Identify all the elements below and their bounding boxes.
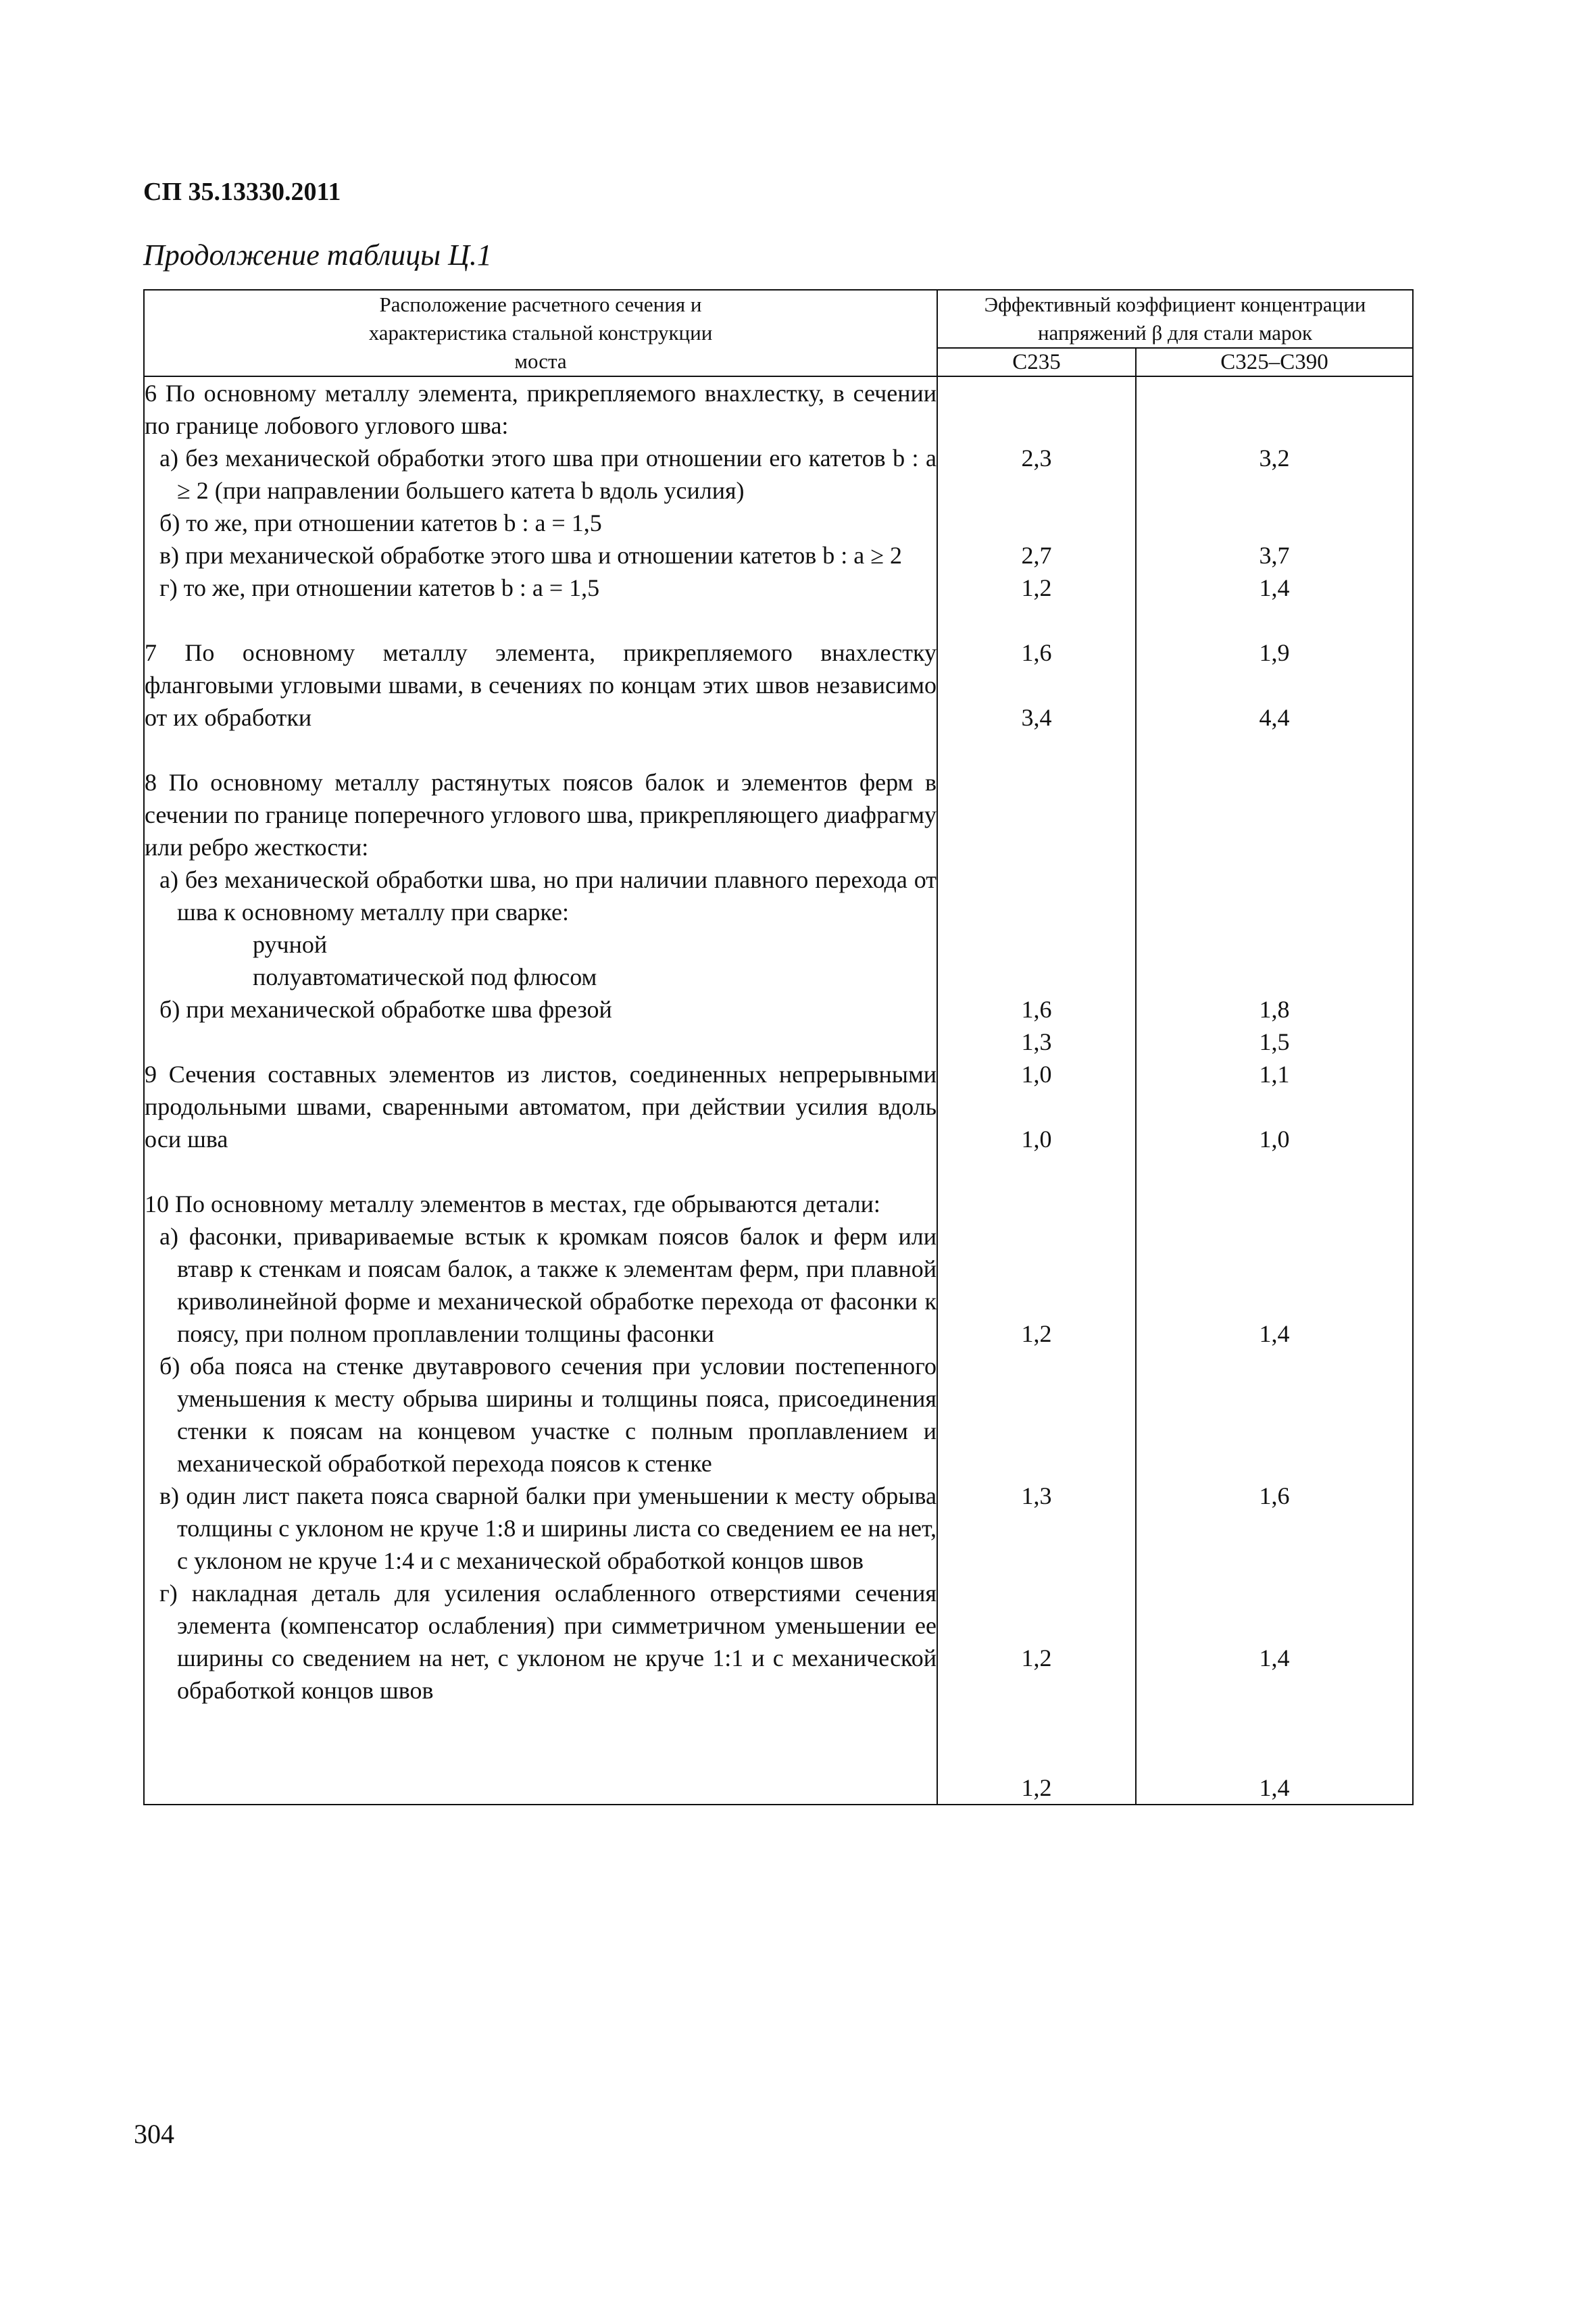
section-9-title: 9 Сечения составных элементов из листов, соединенных непрерывными продольными швами, сваренными автоматом, при действии усилия вдоль оси шва	[145, 1061, 937, 1153]
values-column-c325-c390	[1136, 376, 1413, 1805]
value-6d-c235: 1,6	[1021, 639, 1052, 666]
section-6-item-b: б) то же, при отношении катетов b : a = 1,5	[159, 509, 602, 536]
section-6-item-a: а) без механической обработки этого шва при отношении его катетов b : a ≥ 2 (при направлении большего катета b вдоль усилия)	[159, 445, 937, 504]
section-6-item-c: в) при механической обработке этого шва и отношении катетов b : a ≥ 2	[159, 542, 902, 569]
value-6b-c235: 2,7	[1021, 542, 1052, 569]
value-10b-c325: 1,6	[1259, 1482, 1290, 1509]
section-10-item-b: б) оба пояса на стенке двутаврового сечения при условии постепенного уменьшения к месту обрыва ширины и толщины пояса, присоединения стенки к поясам на концевом участке с полным проплавлением и механической обработкой перехода поясов к стенке	[159, 1353, 937, 1477]
document-code: СП 35.13330.2011	[143, 178, 341, 206]
header-beta-text: Эффективный коэффициент концентрации напряжений β для стали марок	[984, 293, 1366, 345]
header-beta	[937, 290, 1413, 348]
value-8a1-c235: 1,6	[1021, 996, 1052, 1023]
value-6a-c325: 3,2	[1259, 445, 1290, 472]
section-8-item-a1: ручной	[253, 931, 328, 958]
section-8-item-a: а) без механической обработки шва, но при наличии плавного перехода от шва к основному металлу при сварке:	[159, 866, 937, 926]
value-8a1-c325: 1,8	[1259, 996, 1290, 1023]
table-body-row	[144, 376, 1413, 1805]
value-10b-c235: 1,3	[1021, 1482, 1052, 1509]
header-grade-c235: С235	[937, 348, 1136, 376]
value-10d-c235: 1,2	[1021, 1774, 1052, 1801]
section-6-item-d: г) то же, при отношении катетов b : a = 1,5	[159, 574, 600, 601]
value-6b-c325: 3,7	[1259, 542, 1290, 569]
section-8-item-b: б) при механической обработке шва фрезой	[159, 996, 612, 1023]
values-column-c235	[937, 376, 1136, 1805]
description-column	[144, 376, 937, 1805]
value-6c-c325: 1,4	[1259, 574, 1290, 601]
header-description-text: Расположение расчетного сечения и характеристика стальной конструкции моста	[368, 293, 713, 373]
value-8a2-c325: 1,5	[1259, 1028, 1290, 1055]
value-6a-c235: 2,3	[1021, 445, 1052, 472]
section-6-title: 6 По основному металлу элемента, прикрепляемого внахлестку, в сечении по границе лобового углового шва:	[145, 380, 937, 439]
value-10c-c325: 1,4	[1259, 1644, 1290, 1671]
header-description	[144, 290, 937, 376]
coefficient-table	[143, 289, 1414, 1805]
value-9-c235: 1,0	[1021, 1126, 1052, 1153]
table-header-row	[144, 290, 1413, 348]
page-number: 304	[134, 2119, 174, 2149]
value-10c-c235: 1,2	[1021, 1644, 1052, 1671]
value-7-c325: 4,4	[1259, 704, 1290, 731]
value-8a2-c235: 1,3	[1021, 1028, 1052, 1055]
value-9-c325: 1,0	[1259, 1126, 1290, 1153]
value-6d-c325: 1,9	[1259, 639, 1290, 666]
value-10a-c325: 1,4	[1259, 1320, 1290, 1347]
section-10-title: 10 По основному металлу элементов в местах, где обрываются детали:	[145, 1190, 880, 1217]
section-8-item-a2: полуавтоматической под флюсом	[253, 963, 597, 990]
value-6c-c235: 1,2	[1021, 574, 1052, 601]
value-8b-c235: 1,0	[1021, 1061, 1052, 1088]
section-10-item-d: г) накладная деталь для усиления ослабленного отверстиями сечения элемента (компенсатор ослабления) при симметричном уменьшении ее ширины со сведением на нет, с уклоном не круче 1:1 и с механической обработкой концов швов	[159, 1580, 937, 1704]
value-8b-c325: 1,1	[1259, 1061, 1290, 1088]
table-caption: Продолжение таблицы Ц.1	[143, 238, 492, 272]
section-10-item-c: в) один лист пакета пояса сварной балки при уменьшении к месту обрыва толщины с уклоном не круче 1:8 и ширины листа со сведением ее на нет, с уклоном не круче 1:4 и с механической обработкой концов швов	[159, 1482, 937, 1574]
value-10a-c235: 1,2	[1021, 1320, 1052, 1347]
section-8-title: 8 По основному металлу растянутых поясов балок и элементов ферм в сечении по границе поперечного углового шва, прикрепляющего диафрагму или ребро жесткости:	[145, 769, 937, 861]
value-10d-c325: 1,4	[1259, 1774, 1290, 1801]
section-10-item-a: а) фасонки, привариваемые встык к кромкам поясов балок и ферм или втавр к стенкам и поясам балок, а также к элементам ферм, при плавной криволинейной форме и механической обработке перехода от фасонки к поясу, при полном проплавлении толщины фасонки	[159, 1223, 937, 1347]
section-7-title: 7 По основному металлу элемента, прикрепляемого внахлестку фланговыми угловыми швами, в сечениях по концам этих швов независимо от их обработки	[145, 639, 937, 731]
header-grade-c325-c390: С325–С390	[1136, 348, 1413, 376]
value-7-c235: 3,4	[1021, 704, 1052, 731]
